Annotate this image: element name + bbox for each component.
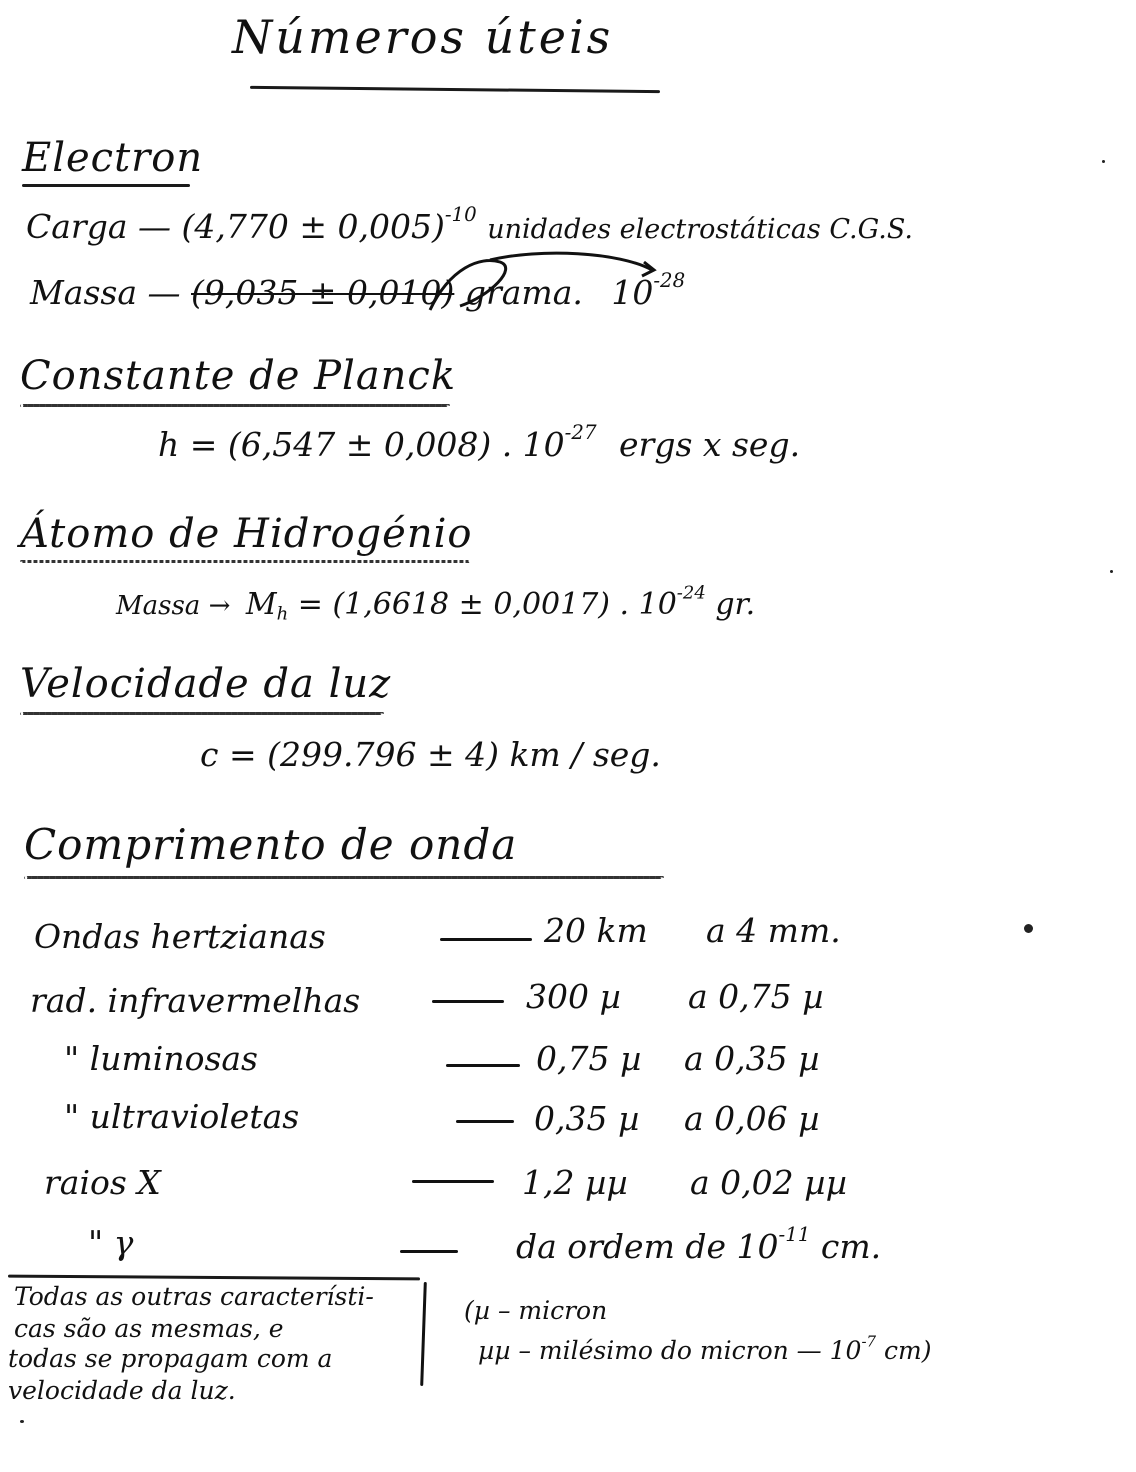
mass-value: (9,035 ± 0,010) [191, 273, 455, 312]
wave-row-from: 300 µ [526, 977, 621, 1016]
scan-speck [1102, 160, 1105, 163]
planck-exponent: -27 [564, 421, 597, 445]
scan-speck [1110, 570, 1113, 573]
charge-exponent: -10 [444, 203, 477, 227]
hydrogen-value: = (1,6618 ± 0,0017) . 10 [297, 587, 677, 622]
wave-row-order [516, 1223, 882, 1266]
millimicron-legend [478, 1332, 932, 1365]
title-underline [250, 86, 660, 93]
mass-label: Massa [30, 273, 138, 312]
charge-dash: — [138, 207, 182, 246]
note-box-top [8, 1275, 420, 1281]
mass-unit: grama. [464, 273, 583, 312]
millimicron-definition: µµ – milésimo do micron — 10 [478, 1336, 862, 1365]
hydrogen-heading: Átomo de Hidrogénio [20, 511, 473, 557]
scan-speck [1024, 924, 1033, 933]
wave-row-from: 20 km [544, 911, 648, 950]
planck-heading: Constante de Planck [20, 353, 457, 399]
hydrogen-exponent: -24 [676, 582, 706, 604]
wave-row-label: " ultravioletas [64, 1097, 300, 1136]
wave-row-to: a 0,35 µ [684, 1039, 820, 1078]
wave-row-label: " luminosas [64, 1039, 258, 1078]
wave-row-to: a 0,06 µ [684, 1099, 820, 1138]
wave-row-dash [456, 1120, 514, 1123]
crossed-out-scribble [420, 248, 660, 328]
note-line: Todas as outras característi- [14, 1282, 374, 1311]
millimicron-exponent: -7 [861, 1332, 877, 1351]
note-box-right [420, 1282, 427, 1386]
wave-row-from: 0,75 µ [536, 1039, 642, 1078]
wave-row-exponent: -11 [778, 1223, 811, 1247]
wave-row-dash [446, 1064, 520, 1067]
hydrogen-underline [20, 560, 470, 563]
wave-row-label: rad. infravermelhas [30, 981, 361, 1020]
planck-unit: ergs x seg. [619, 425, 801, 464]
wavelength-heading: Comprimento de onda [24, 820, 518, 869]
wavelength-underline [24, 876, 664, 879]
wave-row-from: 1,2 µµ [522, 1163, 628, 1202]
note-line: velocidade da luz. [8, 1376, 236, 1405]
scan-speck [20, 1420, 24, 1423]
millimicron-unit: cm) [884, 1336, 932, 1365]
light-speed-formula: c = (299.796 ± 4) km / seg. [200, 735, 661, 774]
wave-row-to: a 4 mm. [706, 911, 841, 950]
charge-value: (4,770 ± 0,005) [181, 207, 445, 246]
wave-row-dash [400, 1250, 458, 1253]
wave-row-label: Ondas hertzianas [34, 917, 326, 956]
mass-dash: — [147, 273, 192, 312]
hydrogen-unit: gr. [715, 587, 756, 622]
light-speed-underline [20, 712, 384, 715]
wave-row-from: 0,35 µ [534, 1099, 640, 1138]
hydrogen-symbol: M [245, 587, 277, 622]
charge-unit: unidades electrostáticas C.G.S. [487, 214, 913, 245]
note-line: todas se propagam com a [8, 1344, 333, 1373]
wave-row-to: a 0,75 µ [688, 977, 824, 1016]
micron-legend: (µ – micron [464, 1296, 608, 1325]
planck-underline [20, 404, 450, 407]
charge-label: Carga [26, 207, 128, 246]
electron-underline [22, 184, 190, 187]
note-line: cas são as mesmas, e [14, 1314, 284, 1343]
wave-row-dash [432, 1000, 504, 1003]
hydrogen-symbol-sub: h [276, 603, 289, 625]
page-title: Números úteis [232, 10, 614, 64]
planck-formula-value: h = (6,547 ± 0,008) . 10 [158, 425, 565, 464]
light-speed-heading: Velocidade da luz [20, 661, 392, 707]
hydrogen-mass-label: Massa → [116, 591, 231, 621]
mass-exponent: -28 [653, 269, 686, 293]
planck-formula [158, 421, 801, 464]
wave-row-from: da ordem de 10 [516, 1227, 779, 1266]
wave-row-label: raios X [44, 1163, 161, 1202]
wave-row-label: " γ [88, 1223, 134, 1262]
wave-row-dash [412, 1180, 494, 1183]
hydrogen-formula [116, 582, 756, 625]
wave-row-to: a 0,02 µµ [690, 1163, 848, 1202]
mass-multiplier: 10 [611, 273, 654, 312]
electron-charge-row [26, 203, 913, 246]
wave-row-to: cm. [820, 1227, 882, 1266]
wave-row-dash [440, 938, 532, 941]
electron-heading: Electron [22, 135, 204, 181]
